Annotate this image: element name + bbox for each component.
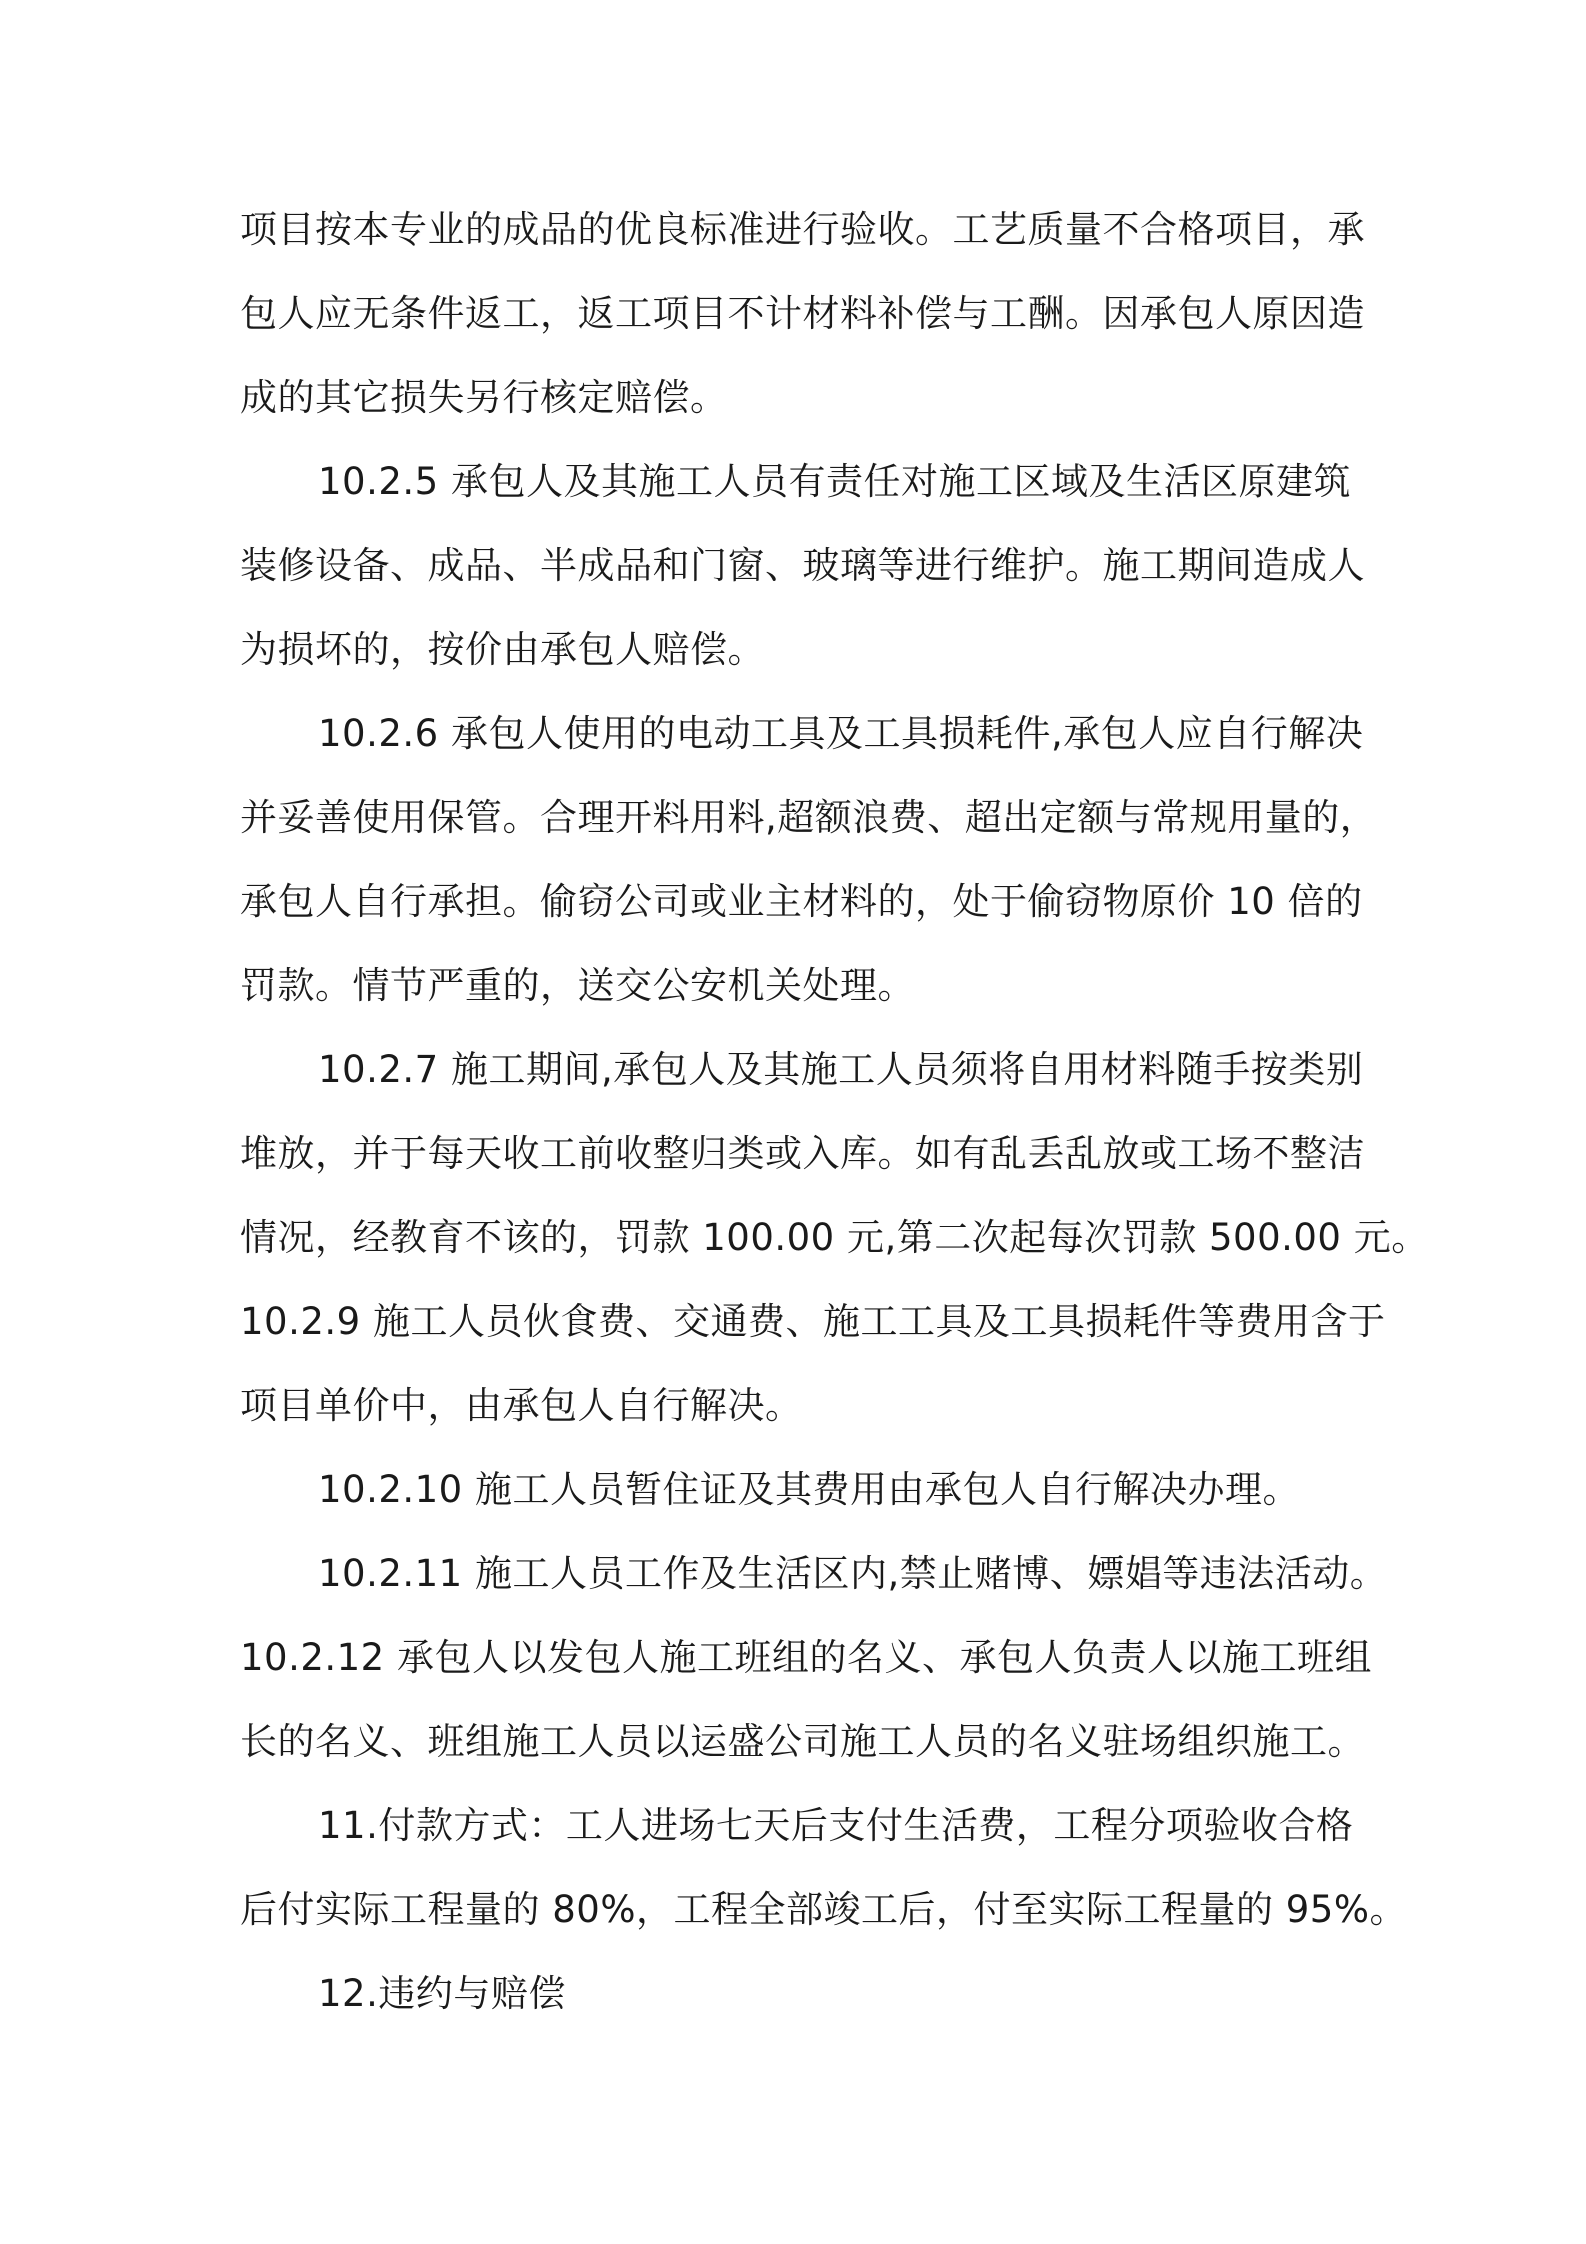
text-line: 10.2.12 承包人以发包人施工班组的名义、承包人负责人以施工班组 — [240, 1636, 1372, 1679]
text-line: 10.2.10 施工人员暂住证及其费用由承包人自行解决办理。 — [318, 1468, 1300, 1511]
text-line: 情况，经教育不该的，罚款 100.00 元,第二次起每次罚款 500.00 元。 — [240, 1216, 1429, 1259]
text-line: 11.付款方式：工人进场七天后支付生活费，工程分项验收合格 — [318, 1804, 1354, 1847]
text-line: 10.2.6 承包人使用的电动工具及工具损耗件,承包人应自行解决 — [318, 712, 1364, 755]
text-line: 12.违约与赔偿 — [318, 1972, 566, 2015]
text-line: 装修设备、成品、半成品和门窗、玻璃等进行维护。施工期间造成人 — [240, 544, 1365, 587]
text-line: 包人应无条件返工，返工项目不计材料补偿与工酬。因承包人原因造 — [240, 292, 1365, 335]
text-line: 10.2.5 承包人及其施工人员有责任对施工区域及生活区原建筑 — [318, 460, 1351, 503]
text-line: 为损坏的，按价由承包人赔偿。 — [240, 628, 765, 671]
text-line: 10.2.9 施工人员伙食费、交通费、施工工具及工具损耗件等费用含于 — [240, 1300, 1386, 1343]
text-line: 项目单价中，由承包人自行解决。 — [240, 1384, 803, 1427]
text-line: 罚款。情节严重的，送交公安机关处理。 — [240, 964, 915, 1007]
text-line: 10.2.7 施工期间,承包人及其施工人员须将自用材料随手按类别 — [318, 1048, 1364, 1091]
text-line: 并妥善使用保管。合理开料用料,超额浪费、超出定额与常规用量的， — [240, 796, 1378, 839]
text-line: 成的其它损失另行核定赔偿。 — [240, 376, 728, 419]
text-line: 项目按本专业的成品的优良标准进行验收。工艺质量不合格项目，承 — [240, 208, 1365, 251]
text-line: 长的名义、班组施工人员以运盛公司施工人员的名义驻场组织施工。 — [240, 1720, 1365, 1763]
text-line: 后付实际工程量的 80%，工程全部竣工后，付至实际工程量的 95%。 — [240, 1888, 1407, 1931]
text-line: 承包人自行承担。偷窃公司或业主材料的，处于偷窃物原价 10 倍的 — [240, 880, 1363, 923]
text-line: 堆放，并于每天收工前收整归类或入库。如有乱丢乱放或工场不整洁 — [240, 1132, 1365, 1175]
text-line: 10.2.11 施工人员工作及生活区内,禁止赌博、嫖娼等违法活动。 — [318, 1552, 1388, 1595]
